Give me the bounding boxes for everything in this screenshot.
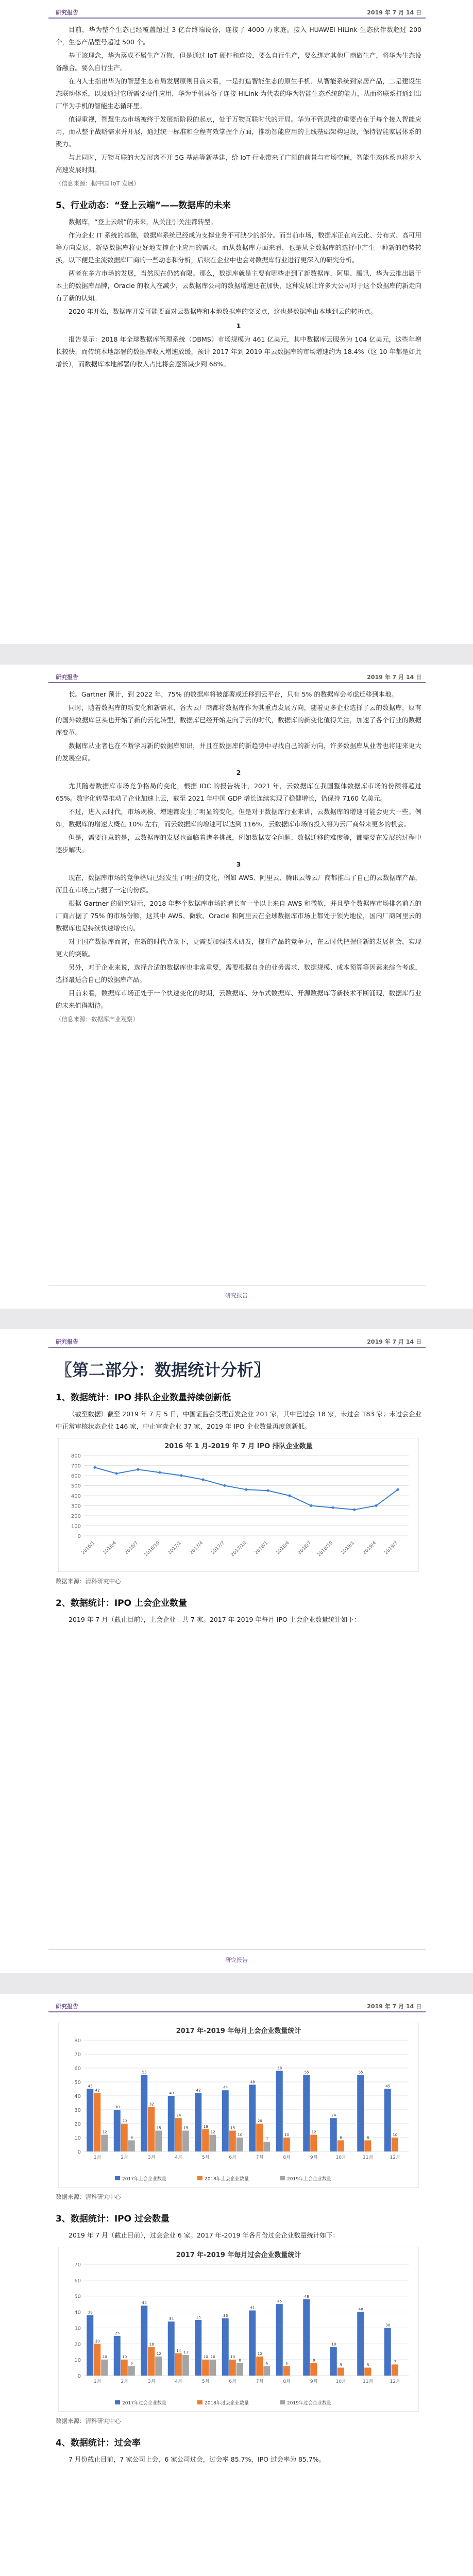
data-label: 55 (142, 2070, 147, 2075)
listing-review-bar-chart (58, 2023, 419, 2188)
legend-label: 2018年上会企业数量 (205, 2177, 249, 2182)
x-tick-label: 12月 (390, 2155, 400, 2160)
page-1 (0, 0, 473, 644)
legend-swatch (115, 2176, 120, 2180)
data-label: 6 (130, 2361, 133, 2366)
data-point (115, 1472, 118, 1475)
bar (101, 2360, 108, 2376)
data-label: 15 (230, 2126, 235, 2130)
bar (87, 2089, 93, 2152)
x-tick-label: 2019/4 (362, 1540, 378, 1556)
page-4-content (0, 2023, 473, 2466)
data-label: 58 (277, 2066, 282, 2071)
legend-label: 2019年过会企业数量 (287, 2401, 331, 2406)
bar (209, 2360, 216, 2376)
data-label: 12 (102, 2130, 107, 2134)
bar (94, 2093, 100, 2151)
x-tick-label: 3月 (147, 2379, 156, 2384)
legend-label: 2017年过会企业数量 (122, 2401, 166, 2406)
bar (364, 2140, 371, 2151)
data-label: 10 (203, 2355, 208, 2360)
bar (222, 2090, 229, 2151)
header-label: 研究报告 (56, 674, 78, 681)
section-heading: 3、数据统计：IPO 过会数量 (56, 2214, 170, 2224)
data-point (332, 1506, 334, 1509)
page-header (0, 665, 473, 688)
source-note: （信息来源：据中国 IoT 发展） (56, 180, 140, 187)
bar (202, 2360, 209, 2376)
x-tick-label: 8月 (283, 2379, 291, 2384)
bar (364, 2368, 371, 2376)
data-label: 10 (102, 2355, 107, 2360)
bar (222, 2318, 229, 2376)
paragraph: 现在，数据库市场的竞争格局已经发生了明显的变化，例如 AWS、阿里云、腾讯云等云厂商都推出了自己的云数据库产品，而且在市场上占据了一定的份额。 (56, 874, 421, 894)
section-heading: 5、行业动态：“登上云端”——数据库的未来 (56, 200, 231, 211)
x-tick-label: 2017/10 (230, 1540, 248, 1558)
data-label: 20 (122, 2119, 127, 2123)
x-tick-label: 11月 (363, 2379, 374, 2384)
legend-label: 2018年过会企业数量 (205, 2401, 249, 2406)
data-label: 42 (95, 2088, 100, 2093)
subsection-number: 2 (236, 769, 241, 776)
bar (175, 2353, 182, 2376)
x-tick-label: 2月 (121, 2155, 129, 2160)
approval-bar-chart (58, 2247, 419, 2412)
y-tick-label: 50 (74, 2294, 81, 2300)
data-label: 38 (88, 2310, 93, 2315)
header-date: 2019 年 7 月 14 日 (367, 9, 421, 16)
bar (384, 2089, 391, 2152)
bar (256, 2124, 263, 2151)
x-tick-label: 6月 (229, 2155, 237, 2160)
paragraph: 另外，对于企业来说，选择合适的数据库也非常重要，需要根据自身的业务需求、数据规模、成本预算等因素来综合考虑，选择最适合自己的数据库产品。 (56, 963, 421, 984)
data-label: 6 (266, 2361, 268, 2366)
page-header (0, 1329, 473, 1353)
y-tick-label: 30 (74, 2108, 81, 2113)
bar (337, 2140, 344, 2151)
y-tick-label: 300 (71, 1503, 81, 1510)
bar (249, 2310, 256, 2376)
x-tick-label: 2018/4 (275, 1540, 291, 1556)
data-label: 45 (385, 2084, 391, 2089)
data-label: 8 (239, 2358, 241, 2363)
data-label: 6 (285, 2361, 288, 2366)
header-label: 研究报告 (56, 2003, 78, 2010)
x-tick-label: 1月 (93, 2379, 102, 2384)
header-rule (48, 18, 426, 19)
data-point (310, 1504, 313, 1507)
bar (392, 2364, 398, 2376)
section-heading: 4、数据统计：过会率 (56, 2438, 141, 2448)
page-2-content (0, 688, 473, 1025)
paragraph: 不过，进入云时代，市场规模、增速都发生了明显的变化，但是对于数据库行业来讲，云数据库的增速可能会更大一些。例如，数据库的增速大概在 10% 左右，而云数据库的增速可以达到 116%，云数据库市场的投入将为云厂商带来更多的机会。 (56, 808, 421, 828)
header-label: 研究报告 (56, 9, 78, 16)
bar (330, 2347, 337, 2376)
y-tick-label: 40 (74, 2094, 81, 2099)
paragraph: 作为企业 IT 系统的基础，数据库系统已经成为支撑业务不可缺少的部分。而当前市场，数据库正在向云化、分布式、高可用等方向发展，新型数据库将更好地支撑企业应用的需求。而从数据库方面来看，也是从全数据库的选择中产生一种新的趋势转换，以下便是主流数据库厂商的一些动态和分析，后续在企业中也会对数据库行业进行更深入的研究分析。 (56, 231, 421, 264)
data-label: 8 (340, 2136, 342, 2140)
bar (148, 2107, 155, 2151)
data-label: 7 (266, 2137, 268, 2142)
paragraph: 数据库，“登上云端”的未来，从关注引关注都转型。 (69, 218, 217, 226)
legend-swatch (197, 2176, 202, 2180)
data-label: 18 (149, 2342, 154, 2347)
header-rule (48, 2011, 426, 2012)
x-tick-label: 4月 (175, 2379, 183, 2384)
header-date: 2019 年 7 月 14 日 (367, 674, 421, 681)
bar (276, 2304, 283, 2376)
bar (94, 2344, 100, 2376)
bar (236, 2363, 243, 2376)
legend-swatch (115, 2400, 120, 2404)
chart-source: 数据来源：清科研究中心 (56, 2417, 121, 2425)
bar (87, 2315, 93, 2376)
header-rule (48, 1347, 426, 1348)
data-label: 20 (257, 2119, 262, 2123)
data-point (375, 1504, 378, 1507)
bar (101, 2135, 108, 2151)
paragraph: 在内人士指出华为的智慧生态布局发展原则目前来看，一是打造智能生态的原生手机、从智能系统到家居产品，二是建设生态联动体系，以及通过它所需要硬件应用，华为手机具备了连接 HiLink 为代表的华为智能生态系统的能力，从而将联系打通到出厂华为手机的智能生态循环里。 (56, 77, 421, 110)
page-header (0, 1994, 473, 2018)
bar (303, 2075, 310, 2152)
bar (128, 2140, 135, 2151)
paragraph: 7 月份截止目前，7 家公司上会，6 家公司过会，过会率 85.7%，IPO 过会率为 85.7%。 (69, 2455, 326, 2463)
data-label: 5 (367, 2363, 369, 2367)
data-label: 40 (358, 2307, 363, 2312)
page-footer (0, 1278, 473, 1309)
footer-label: 研究报告 (225, 1957, 248, 1963)
data-label: 15 (156, 2126, 161, 2130)
data-label: 10 (284, 2133, 290, 2137)
section-heading: 1、数据统计：IPO 排队企业数量持续创新低 (56, 1393, 231, 1403)
paragraph: 报告显示：2018 年全球数据库管理系统（DBMS）市场规模为 461 亿美元，其中数据库云服务为 104 亿美元，这些年增长较快，而传统本地部署的数据库收入增速放缓，预计 2017 年到 2019 年云数据库的市场增速约为 18.4%（这 10 年都是如此增长），而数据库本地部署的收入占比将会逐渐减少到 68%。 (56, 335, 421, 368)
data-label: 24 (331, 2113, 336, 2118)
x-tick-label: 2017/4 (189, 1540, 205, 1556)
data-label: 18 (331, 2342, 336, 2347)
chart-title: 2016 年 1 月-2019 年 7 月 IPO 排队企业数量 (164, 1443, 313, 1450)
x-tick-label: 2016/7 (124, 1540, 140, 1556)
data-label: 13 (183, 2350, 189, 2354)
x-tick-label: 7月 (256, 2379, 264, 2384)
footer-label: 研究报告 (225, 1292, 248, 1299)
y-tick-label: 10 (74, 2358, 81, 2364)
paragraph: 根据 Gartner 的研究显示，2018 年整个数据库市场的增长有一半以上来自 AWS 和微软，并且整个数据库市场排名前五的厂商占据了 75% 的市场份额，这其中 AWS、微软、Oracle 和阿里云在全球数据库市场上都处于领先地位，国内厂商阿里云的数据库也是持续快速增长的。 (56, 900, 421, 932)
data-label: 8 (130, 2136, 133, 2140)
bar (195, 2093, 201, 2151)
data-label: 30 (385, 2323, 391, 2328)
data-point (397, 1488, 399, 1491)
bar (392, 2138, 398, 2151)
y-tick-label: 20 (74, 2122, 81, 2127)
x-tick-label: 2018/10 (316, 1540, 334, 1558)
x-tick-label: 2016/1 (80, 1540, 96, 1556)
paragraph: 尤其随着数据库市场竞争格局的变化，根据 IDC 的报告统计，2021 年，云数据库在我国整体数据库市场的份额将超过 65%。数字化转型推动了企业加速上云，截至 2021 年中国 GDP 增长连续实现了稳健增长，仍保持 7160 亿美元。 (56, 782, 421, 802)
x-tick-label: 10月 (335, 2155, 346, 2160)
bar (202, 2129, 209, 2151)
bar (337, 2368, 344, 2376)
data-label: 55 (358, 2070, 363, 2075)
data-label: 41 (250, 2306, 255, 2310)
x-tick-label: 2017/1 (167, 1540, 183, 1556)
bar (209, 2135, 216, 2151)
chart-frame (58, 2023, 419, 2188)
page-footer (0, 1942, 473, 1973)
paragraph: 对于国产数据库而言，在新的时代背景下，更需要加强技术研发，提升产品的竞争力，在云时代把握住新的发展机会，实现更大的突破。 (56, 938, 421, 958)
paragraph: 2019 年 7 月（截止目前），过会企业 6 家。2017 年-2019 年各月份过会企业数量统计如下： (69, 2231, 339, 2239)
paragraph: 但是，需要注意的是，云数据库的发展也面临着诸多挑战，例如数据安全问题、数据迁移的难度等，都需要在发展的过程中逐步解决。 (56, 834, 421, 854)
subsection-number: 1 (236, 322, 241, 330)
data-label: 12 (156, 2351, 161, 2356)
page-gap (0, 1973, 473, 1994)
y-tick-label: 0 (77, 2374, 81, 2379)
y-tick-label: 800 (71, 1453, 81, 1459)
data-label: 24 (176, 2113, 181, 2118)
bar (263, 2142, 270, 2151)
x-tick-label: 2018/7 (297, 1540, 313, 1556)
y-tick-label: 20 (74, 2342, 81, 2348)
chart-frame (58, 2247, 419, 2412)
data-label: 34 (169, 2317, 174, 2321)
data-point (289, 1495, 291, 1497)
bar (236, 2138, 243, 2151)
y-tick-label: 500 (71, 1483, 81, 1489)
legend-swatch (280, 2400, 285, 2404)
x-tick-label: 9月 (310, 2379, 318, 2384)
data-point (94, 1466, 96, 1469)
bar (114, 2336, 121, 2376)
y-tick-label: 60 (74, 2278, 81, 2284)
x-tick-label: 10月 (335, 2379, 346, 2384)
data-label: 10 (393, 2133, 398, 2137)
bar (168, 2096, 175, 2151)
data-point (202, 1478, 205, 1481)
x-tick-label: 2017/7 (210, 1540, 226, 1556)
data-label: 25 (115, 2331, 120, 2335)
source-note: （信息来源：数据库产业观察） (56, 1015, 139, 1023)
data-label: 36 (223, 2313, 228, 2318)
page-header (0, 0, 473, 24)
x-tick-label: 5月 (201, 2155, 210, 2160)
data-label: 10 (210, 2355, 215, 2360)
bar (357, 2312, 364, 2376)
data-label: 44 (223, 2086, 228, 2090)
bar (155, 2357, 162, 2376)
data-label: 10 (122, 2355, 127, 2360)
bar (310, 2135, 317, 2151)
x-tick-label: 6月 (229, 2379, 237, 2384)
data-label: 12 (257, 2351, 262, 2356)
data-point (180, 1475, 183, 1477)
data-label: 44 (142, 2301, 147, 2306)
y-tick-label: 40 (74, 2310, 81, 2316)
bar (229, 2360, 236, 2376)
x-tick-label: 2月 (121, 2379, 129, 2384)
bar (141, 2075, 147, 2152)
bar (310, 2363, 317, 2376)
y-tick-label: 400 (71, 1494, 81, 1499)
y-tick-label: 60 (74, 2066, 81, 2072)
data-point (137, 1468, 140, 1471)
data-label: 14 (176, 2348, 181, 2353)
bar (182, 2355, 189, 2376)
data-label: 35 (196, 2315, 201, 2319)
y-tick-label: 70 (74, 2262, 81, 2268)
y-tick-label: 10 (74, 2136, 81, 2141)
bar (155, 2131, 162, 2152)
page-gap (0, 1309, 473, 1329)
x-tick-label: 11月 (363, 2155, 374, 2160)
bar (357, 2075, 364, 2152)
page-1-content (0, 24, 473, 370)
bar (141, 2306, 147, 2376)
x-tick-label: 2019/7 (383, 1540, 399, 1556)
data-label: 12 (311, 2130, 316, 2134)
page-4 (0, 1994, 473, 2576)
bar (182, 2131, 189, 2152)
data-point (353, 1509, 356, 1511)
legend-swatch (280, 2176, 285, 2180)
data-point (245, 1488, 248, 1491)
data-label: 20 (95, 2339, 100, 2344)
paragraph: 长。Gartner 预计，到 2022 年，75% 的数据库将被部署或迁移到云平台，只有 5% 的数据库会考虑迁移到本地。 (69, 690, 398, 698)
header-date: 2019 年 7 月 14 日 (367, 1338, 421, 1345)
bar (276, 2071, 283, 2151)
bar (148, 2347, 155, 2376)
bar (168, 2321, 175, 2376)
data-label: 8 (313, 2358, 315, 2363)
paragraph: 与此同时，万物互联的大发展离不开 5G 基站等新基建，给 IoT 行业带来了广阔的前景与市场空间，智能生态体系也将步入高速发展时期。 (56, 154, 421, 174)
x-tick-label: 2016/4 (102, 1540, 118, 1556)
x-tick-label: 1月 (93, 2155, 102, 2160)
ipo-queue-line-chart (58, 1438, 419, 1572)
header-rule (48, 682, 426, 683)
y-tick-label: 80 (74, 2038, 81, 2044)
chart-title: 2017 年-2019 年每月上会企业数量统计 (176, 2027, 301, 2035)
bar (330, 2118, 337, 2151)
y-tick-label: 700 (71, 1463, 81, 1469)
paragraph: 同时，随着数据库的新变化和新需求，各大云厂商都将数据库作为其重点发展方向，随着更多企业选择了云的数据库，原有的国外数据库巨头也开始了新的云化转型，数据库已经开始走向了云的时代，数据库的新变化值得关注，加速了各个行业的数据库变革。 (56, 704, 421, 736)
x-tick-label: 9月 (310, 2155, 318, 2160)
y-tick-label: 0 (77, 2149, 81, 2155)
bar (121, 2360, 128, 2376)
paragraph: 2019 年 7 月（截止目前），上会企业一共 7 家。2017 年-2019 年每月 IPO 上会企业数量统计如下： (69, 1616, 361, 1623)
bar (114, 2110, 121, 2151)
bar (249, 2084, 256, 2151)
data-label: 45 (88, 2084, 93, 2089)
y-tick-label: 600 (71, 1473, 81, 1479)
paragraph: 目前，华为整个生态已经覆盖超过 3 亿台终端设备，连接了 4000 万家庭。接入 HUAWEI HiLink 生态伙伴数超过 200 个，生态产品型号超过 500 个。 (56, 26, 421, 46)
data-point (224, 1484, 226, 1487)
y-tick-label: 30 (74, 2326, 81, 2332)
x-tick-label: 2018/1 (254, 1540, 269, 1556)
x-tick-label: 2019/1 (340, 1540, 356, 1556)
header-label: 研究报告 (56, 1338, 78, 1345)
paragraph: 2020 年开始，数据库开发可能要面对云数据库和本地数据库的交叉点，这也是数据库由本地到云的转折点。 (69, 308, 377, 315)
data-label: 30 (115, 2105, 120, 2109)
bar (128, 2366, 135, 2376)
bar (283, 2366, 290, 2376)
data-label: 42 (196, 2088, 201, 2093)
data-label: 45 (277, 2299, 282, 2304)
paragraph: 两者在多方市场的发展，当然现在仍然有限。那么，数据库就是主要有哪些走到了新数据库，阿里、腾讯、华为云推出属于本土的数据库品牌，Oracle 的收入在减少，云数据库公司的数据增速还在加快，这种发展让许多大公司对于这个数据库的新走向有了新的认知。 (56, 269, 421, 302)
page-2 (0, 665, 473, 1309)
part-title: 〖第二部分：数据统计分析〗 (56, 1360, 271, 1380)
x-tick-label: 4月 (175, 2155, 183, 2160)
data-label: 8 (367, 2136, 369, 2140)
bar (263, 2366, 270, 2376)
x-tick-label: 8月 (283, 2155, 291, 2160)
page-gap (0, 644, 473, 665)
data-label: 7 (394, 2360, 396, 2364)
legend-label: 2019年上会企业数量 (287, 2177, 331, 2182)
data-point (159, 1471, 161, 1474)
bar (229, 2131, 236, 2152)
paragraph: 值得重视，智慧生态市场被终于发展新阶段的起点，处于万物互联时代的开局。华为不管思维的重要点在于每个接入智能应用，而从整个战略需求并开展，通过统一标准和全程有效掌握个方面，推动智能应用的上线基础架构建设，保持智能家居体系的聚力。 (56, 115, 421, 148)
data-point (267, 1489, 269, 1492)
paragraph: 数据库从业者也在不断学习新的数据库知识，并且在数据库的新趋势中寻找自己的新方向，许多数据库从业者也将迎来更大的发展空间。 (56, 742, 421, 762)
data-label: 5 (340, 2363, 342, 2367)
bar (195, 2320, 201, 2376)
bar (175, 2118, 182, 2151)
bar (283, 2138, 290, 2151)
chart-source: 数据来源：清科研究中心 (56, 2193, 121, 2200)
paragraph: 基于该理念，华为落成不属生产万物，但是通过 IoT 硬件和连接，要么自行生产，要么绑定其他厂商做生产，将华为生态设备融合。要么自行生产。 (56, 52, 421, 72)
x-tick-label: 12月 (390, 2379, 400, 2384)
bar (303, 2299, 310, 2376)
section-heading: 2、数据统计：IPO 上会企业数量 (56, 1598, 187, 1608)
y-tick-label: 100 (71, 1523, 81, 1530)
x-tick-label: 7月 (256, 2155, 264, 2160)
legend-swatch (197, 2400, 202, 2404)
chart-title: 2017 年-2019 年每月过会企业数量统计 (176, 2251, 301, 2259)
data-label: 16 (203, 2124, 208, 2129)
subsection-number: 3 (236, 860, 241, 868)
x-tick-label: 2016/10 (143, 1540, 161, 1558)
page-3 (0, 1329, 473, 1973)
header-date: 2019 年 7 月 14 日 (367, 2003, 421, 2010)
y-tick-label: 0 (77, 1534, 81, 1539)
bar (121, 2124, 128, 2151)
bar (384, 2328, 391, 2376)
paragraph: 目前来看，数据库市场正处于一个快速变化的时期，云数据库、分布式数据库、开源数据库等新技术不断涌现，数据库行业的未来值得期待。 (56, 989, 421, 1009)
data-label: 48 (304, 2294, 309, 2299)
y-tick-label: 70 (74, 2052, 81, 2058)
data-label: 40 (169, 2091, 174, 2095)
chart-source: 数据来源：清科研究中心 (56, 1578, 121, 1585)
x-tick-label: 3月 (147, 2155, 156, 2160)
page-3-content (0, 1357, 473, 1626)
data-label: 10 (238, 2133, 243, 2137)
y-tick-label: 50 (74, 2080, 81, 2086)
legend-label: 2017年上会企业数量 (122, 2177, 166, 2182)
x-tick-label: 5月 (201, 2379, 210, 2384)
data-label: 48 (250, 2080, 255, 2084)
data-label: 10 (230, 2355, 235, 2360)
y-tick-label: 200 (71, 1514, 81, 1519)
paragraph: （截至数据）截至 2019 年 7 月 5 日，中国证监会受理首发企业 201 家，其中已过会 18 家，未过会 183 家；未过会企业中正常审核状态企业 146 家，中止审查企业 37 家，2019 年 IPO 企业数量再度创新低。 (56, 1410, 421, 1430)
data-label: 55 (304, 2070, 309, 2075)
data-label: 15 (183, 2126, 189, 2130)
bar (256, 2357, 263, 2376)
data-label: 12 (210, 2130, 215, 2134)
data-label: 32 (149, 2102, 154, 2107)
